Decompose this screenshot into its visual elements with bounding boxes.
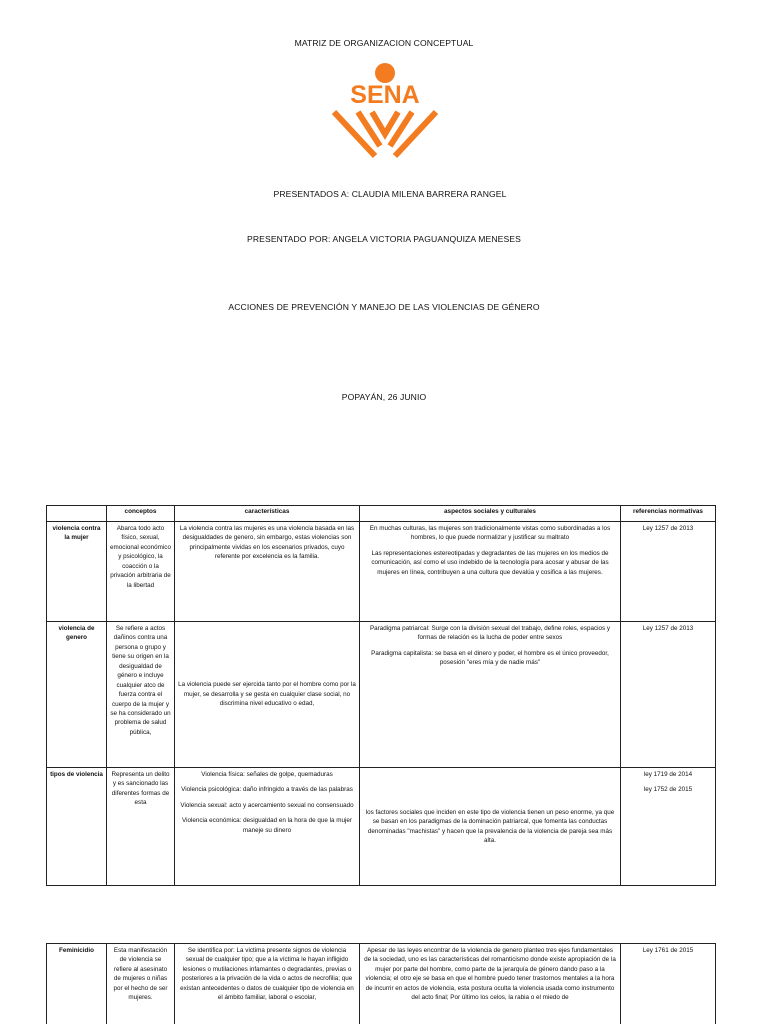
table-header-row — [47, 506, 716, 522]
header-cell: conceptos — [107, 506, 175, 522]
sena-logo — [330, 58, 440, 168]
aspect-text: Las representaciones estereotipadas y degradantes de las mujeres en los medios de comunicación, así como el uso indebido de la tecnología para acosar y abusar de las mujeres en línea, contribuyen a una cultura que devalúa y cosifica a las mujeres. — [371, 549, 609, 576]
row-topic: violencia de genero — [47, 622, 107, 768]
logo-head — [375, 63, 395, 83]
row-social-aspects — [360, 768, 621, 886]
presentados-a: PRESENTADOS A: CLAUDIA MILENA BARRERA RANGEL — [273, 189, 507, 199]
row-references — [621, 622, 716, 768]
aspect-text: Paradigma patriarcal: Surge con la división sexual del trabajo, define roles, espacios y formas de relación es la lucha de poder entre sexos — [369, 625, 611, 642]
reference-text: Ley 1761 de 2015 — [642, 947, 694, 954]
aspect-text: En muchas culturas, las mujeres son tradicionalmente vistas como subordinadas a los hombres, lo que puede normalizar y justificar su maltrato — [369, 525, 611, 542]
reference-text: Ley 1257 de 2013 — [642, 525, 694, 532]
reference-text: ley 1719 de 2014 — [643, 771, 693, 778]
aspect-text: Paradigma capitalista: se basa en el dinero y poder, el hombre es el único proveedor, posesión "eres mía y de nadie más" — [371, 649, 609, 667]
document-date: POPAYÁN, 26 JUNIO — [341, 392, 427, 402]
row-references — [621, 768, 716, 886]
reference-text: Ley 1257 de 2013 — [642, 625, 694, 632]
table-row — [47, 944, 716, 1024]
presentado-por: PRESENTADO POR: ANGELA VICTORIA PAGUANQUIZA MENESES — [247, 234, 521, 244]
reference-text: ley 1752 de 2015 — [643, 786, 693, 794]
characteristic-text: Violencia psicológica: daño infringido a través de las palabras — [181, 786, 353, 794]
document-title: MATRIZ DE ORGANIZACION CONCEPTUAL — [294, 38, 474, 48]
characteristic-text: La violencia contra las mujeres es una violencia basada en las desigualdades de genero, sin embargo, estas violencias son principalmente vividas en los escenarios privados, cuyo referente por excelencia es la familia. — [179, 525, 355, 561]
table-row — [47, 522, 716, 622]
row-characteristics — [175, 944, 360, 1024]
row-references — [621, 944, 716, 1024]
header-cell: referencias normativas — [621, 506, 716, 522]
row-concept: Representa un delito y es sancionado las diferentes formas de esta — [107, 768, 175, 886]
logo-figure — [334, 112, 436, 156]
row-social-aspects — [360, 522, 621, 622]
header-cell: características — [175, 506, 360, 522]
row-social-aspects — [360, 622, 621, 768]
table-row — [47, 622, 716, 768]
row-topic: tipos de violencia — [47, 768, 107, 886]
aspect-text: los factores sociales que inciden en este tipo de violencia tienen un peso enorme, ya que se basan en los paradigmas de la dominación patriarcal, que fomenta las conductas denominadas "machistas" y hacen que la prevalencia de la violencia de pareja sea más alta. — [365, 808, 615, 844]
row-topic: Feminicidio — [47, 944, 107, 1024]
row-characteristics — [175, 522, 360, 622]
row-social-aspects — [360, 944, 621, 1024]
table-row — [47, 768, 716, 886]
characteristic-text: Violencia física: señales de golpe, quemaduras — [201, 771, 333, 778]
header-cell — [47, 506, 107, 522]
document-subtitle: ACCIONES DE PREVENCIÓN Y MANEJO DE LAS VIOLENCIAS DE GÉNERO — [228, 302, 540, 312]
row-concept: Esta manifestación de violencia se refiere al asesinato de mujeres o niñas por el hecho de ser mujeres. — [107, 944, 175, 1024]
concept-matrix-table-continued — [46, 943, 716, 1024]
header-cell: aspectos sociales y culturales — [360, 506, 621, 522]
row-concept: Abarca todo acto físico, sexual, emocional económico y psicológico, la coacción o la privación arbitraria de la libertad — [107, 522, 175, 622]
row-characteristics — [175, 768, 360, 886]
logo-text: SENA — [350, 81, 420, 109]
characteristic-text: Violencia económica: desigualdad en la hora de que la mujer maneje su dinero — [181, 817, 352, 834]
characteristic-text: Se identifica por: La victima presente signos de violencia sexual de cualquier tipo; que a la víctima le hayan infligido lesiones o mutilaciones infamantes o degradantes, previas o posteriores a la privación de la vida o actos de necrofilia; que existan antecedentes o datos de cualquier tipo de violencia en el ámbito familiar, laboral o escolar, — [180, 947, 354, 1002]
row-topic: violencia contra la mujer — [47, 522, 107, 622]
aspect-text: Apesar de las leyes encontrar de la violencia de genero planteo tres ejes fundamentales de la sociedad, uno es las características del romanticismo donde existe apropiación de la mujer por parte del hombre, como parte de la jerarquía de género dando paso a la violencia; el otro eje se basa en que el hombre puedo tener trastornos mentales a la hora de incurrir en actos de violencia, esta postura oculta la violencia usada como instrumento del acto final; Por último los celos, la rabia o el miedo de — [364, 947, 616, 1002]
characteristic-text: Violencia sexual: acto y acercamiento sexual no consensuado — [180, 801, 354, 809]
characteristic-text: La violencia puede ser ejercida tanto por el hombre como por la mujer, se desarrolla y se gesta en cualquier clase social, no discrimina nivel educativo o edad, — [178, 681, 356, 708]
concept-matrix-table — [46, 505, 716, 886]
row-characteristics — [175, 622, 360, 768]
row-references — [621, 522, 716, 622]
row-concept: Se refiere a actos dañinos contra una persona o grupo y tiene su origen en la desigualdad de género e incluye cualquier atco de fuerza contra el cuerpo de la mujer y se ha considerado un problema de salud pública, — [107, 622, 175, 768]
